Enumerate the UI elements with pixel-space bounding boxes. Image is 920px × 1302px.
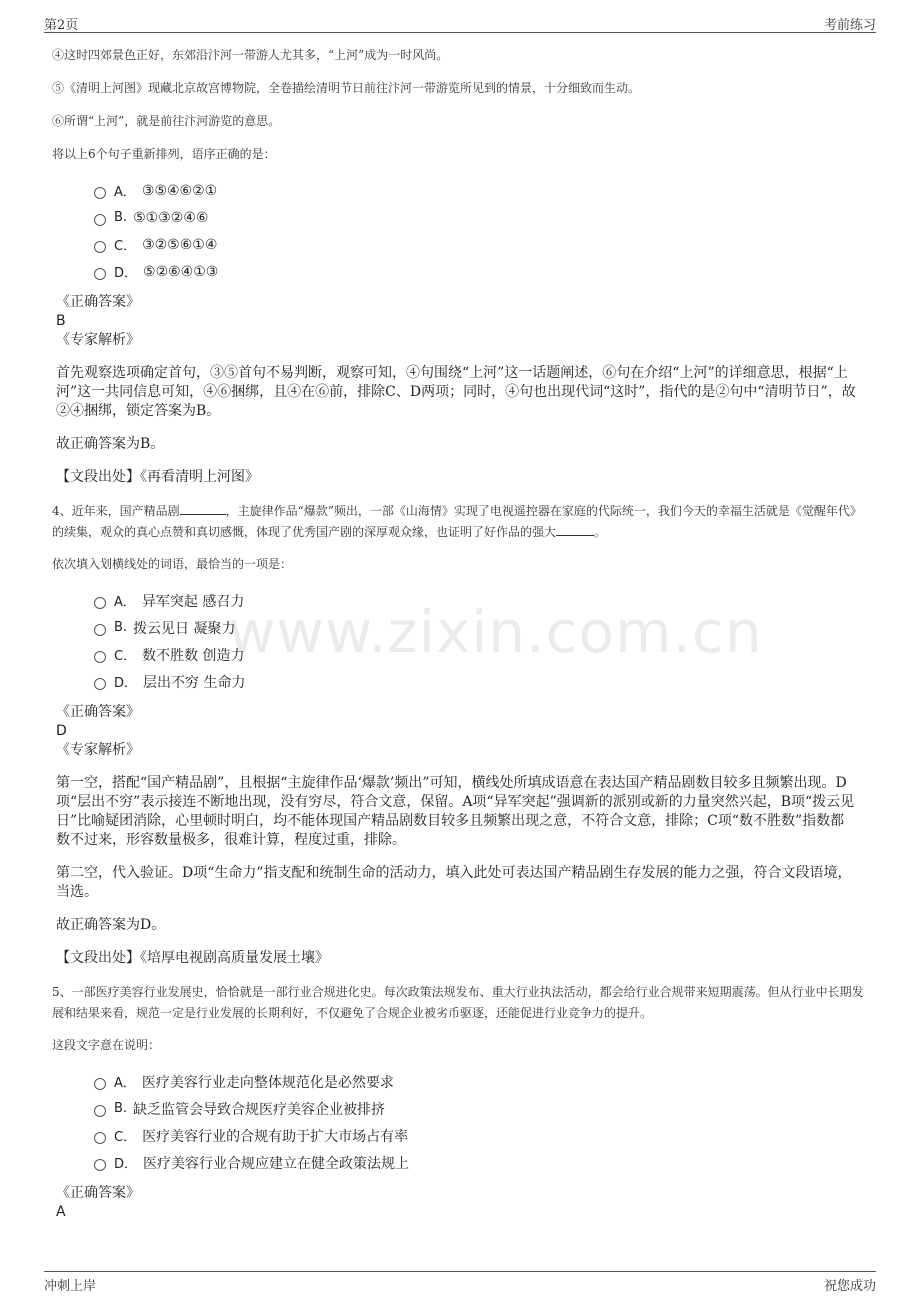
option-text: 医疗美容行业的合规有助于扩大市场占有率: [142, 1128, 409, 1145]
option-text: 医疗美容行业走向整体规范化是必然要求: [141, 1074, 394, 1091]
option-text: 缺乏监管会导致合规医疗美容企业被排挤: [133, 1101, 386, 1118]
option-letter: A．: [114, 1076, 136, 1091]
page-number: 第2页: [44, 18, 79, 33]
question-prompt: 这段文字意在说明：: [52, 1038, 161, 1052]
analysis-paragraph: 第二空，代入验证。D项“生命力”指支配和统制生命的活动力，填入此处可表达国产精品剧生存发展的能力之强，符合文段语境，当选。: [56, 865, 852, 900]
option-letter: C．: [114, 649, 137, 664]
radio-icon[interactable]: [94, 597, 106, 609]
radio-icon[interactable]: [94, 1105, 106, 1117]
option-d[interactable]: [94, 1149, 872, 1176]
option-text: 层出不穷 生命力: [143, 674, 246, 691]
option-d[interactable]: [94, 258, 872, 285]
question-text: [52, 501, 872, 543]
question-4: [52, 501, 872, 968]
option-letter: B.: [114, 620, 128, 635]
option-text: ⑤②⑥④①③: [143, 263, 219, 280]
option-b[interactable]: [94, 1095, 872, 1122]
fill-blank: [180, 502, 226, 515]
question-5: [52, 982, 872, 1222]
analysis-conclusion: 故正确答案为D。: [56, 917, 166, 933]
analysis-label: 《专家解析》: [56, 742, 140, 758]
radio-icon[interactable]: [94, 1159, 106, 1171]
sentence-5: ⑤《清明上河图》现藏北京故宫博物院，全卷描绘清明节日前往汴河一带游览所见到的情景，十分细致而生动。: [52, 81, 641, 95]
option-c[interactable]: [94, 641, 872, 668]
analysis-paragraph: 首先观察选项确定首句，③⑤首句不易判断，观察可知，④句围绕“上河”这一话题阐述，⑥句在介绍“上河”的详细意思，根据“上河”这一共同信息可知，④⑥捆绑，且④在⑥前，排除C、D两项；同时，④句也出现代词“这时”，指代的是②句中“清明节日”，故②④捆绑，锁定答案为B。: [56, 365, 856, 419]
option-c[interactable]: [94, 231, 872, 258]
option-list: [94, 1068, 872, 1176]
radio-icon[interactable]: [94, 241, 106, 253]
option-text: ③②⑤⑥①④: [142, 236, 218, 253]
option-letter: D．: [114, 1157, 138, 1172]
question-text-part: 4、近年来，国产精品剧: [52, 504, 180, 518]
answer-label: 《正确答案》: [56, 294, 140, 310]
question-3: [52, 44, 872, 487]
source-citation: 【文段出处】《再看清明上河图》: [56, 469, 259, 485]
radio-icon[interactable]: [94, 651, 106, 663]
option-d[interactable]: [94, 668, 872, 695]
radio-icon[interactable]: [94, 624, 106, 636]
option-text: ③⑤④⑥②①: [141, 182, 218, 199]
option-letter: C．: [114, 1130, 137, 1145]
option-a[interactable]: [94, 177, 872, 204]
option-text: 异军突起 感召力: [141, 593, 245, 610]
option-text: 医疗美容行业合规应建立在健全政策法规上: [143, 1155, 410, 1172]
option-list: [94, 177, 872, 285]
analysis-conclusion: 故正确答案为B。: [56, 436, 165, 452]
analysis-label: 《专家解析》: [56, 332, 140, 348]
answer-value: A: [56, 1204, 66, 1220]
radio-icon[interactable]: [94, 268, 106, 280]
answer-label: 《正确答案》: [56, 1185, 140, 1201]
question-text: 5、一部医疗美容行业发展史，恰恰就是一部行业合规进化史。每次政策法规发布、重大行业执法活动，都会给行业合规带来短期震荡。但从行业中长期发展和结果来看，规范一定是行业发展的长期利好，不仅避免了合规企业被劣币驱逐，还能促进行业竞争力的提升。: [52, 985, 864, 1020]
header-title: 考前练习: [823, 18, 876, 33]
radio-icon[interactable]: [94, 1132, 106, 1144]
option-c[interactable]: [94, 1122, 872, 1149]
page-header: [44, 12, 876, 33]
document-body: [52, 44, 872, 1222]
option-letter: A．: [114, 595, 136, 610]
footer-left-text: 冲刺上岸: [44, 1279, 97, 1294]
radio-icon[interactable]: [94, 678, 106, 690]
fill-blank: [556, 523, 594, 536]
sentence-6: ⑥所谓“上河”，就是前往汴河游览的意思。: [52, 114, 281, 128]
radio-icon[interactable]: [94, 187, 106, 199]
question-text-part: 。: [594, 525, 607, 539]
watermark: www.zixin.com.cn: [228, 598, 763, 666]
option-letter: B.: [114, 1101, 128, 1116]
option-letter: C．: [114, 239, 137, 254]
option-text: ⑤①③②④⑥: [133, 209, 209, 226]
option-text: 数不胜数 创造力: [142, 647, 245, 664]
option-letter: B.: [114, 210, 128, 225]
option-letter: D．: [114, 266, 138, 281]
sentence-4: ④这时四郊景色正好，东郊沿汴河一带游人尤其多，“上河”成为一时风尚。: [52, 48, 449, 62]
page-footer: [44, 1271, 876, 1294]
source-citation: 【文段出处】《培厚电视剧高质量发展土壤》: [56, 950, 329, 966]
answer-value: D: [56, 723, 67, 739]
option-b[interactable]: [94, 204, 872, 231]
option-a[interactable]: [94, 587, 872, 614]
option-text: 拨云见日 凝聚力: [133, 620, 236, 637]
radio-icon[interactable]: [94, 1078, 106, 1090]
question-text-part: ，主旋律作品“爆款”频出，一部《山海情》实现了电视遥控器在家庭的代际统一，我们今天的幸福生活就是《觉醒年代》的续集，观众的真心点赞和真切感慨，体现了优秀国产剧的深厚观众缘，也证明了好作品的强大: [52, 504, 862, 539]
answer-value: B: [56, 313, 66, 329]
option-list: [94, 587, 872, 695]
option-a[interactable]: [94, 1068, 872, 1095]
radio-icon[interactable]: [94, 214, 106, 226]
question-prompt: 将以上6个句子重新排列，语序正确的是：: [52, 147, 276, 161]
question-prompt: 依次填入划横线处的词语，最恰当的一项是：: [52, 557, 293, 571]
option-letter: D．: [114, 676, 138, 691]
option-letter: A．: [114, 185, 136, 200]
answer-label: 《正确答案》: [56, 704, 140, 720]
footer-right-text: 祝您成功: [823, 1279, 876, 1294]
analysis-paragraph: 第一空，搭配“国产精品剧”，且根据“主旋律作品‘爆款’频出”可知，横线处所填成语意在表达国产精品剧数目较多且频繁出现。D项“层出不穷”表示接连不断地出现，没有穷尽，符合文意，保留。A项“异军突起”强调新的派别或新的力量突然兴起，B项“拨云见日”比喻疑团消除，心里顿时明白，均不能体现国产精品剧数目较多且频繁出现之意，不符合文意，排除；C项“数不胜数”指数都数不过来，形容数量极多，很难计算，程度过重，排除。: [56, 775, 855, 848]
option-b[interactable]: [94, 614, 872, 641]
